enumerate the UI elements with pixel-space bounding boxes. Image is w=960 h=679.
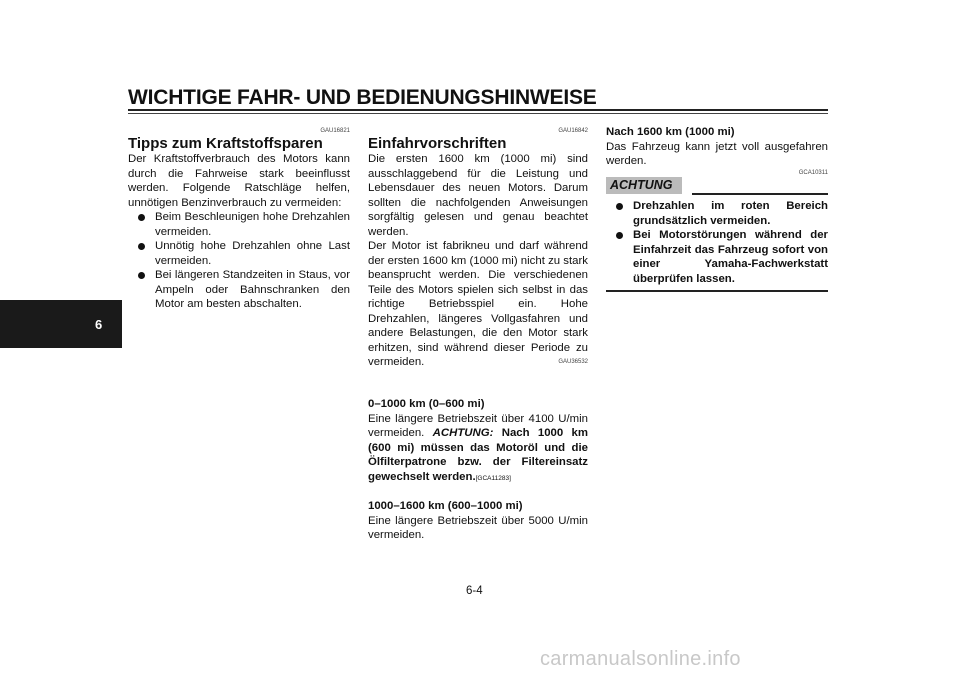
chapter-number: 6 <box>95 317 103 332</box>
list-item: Bei längeren Standzeiten in Staus, vor Ampeln oder Bahnschranken den Motor am besten abschalten. <box>128 268 350 312</box>
ref-code: GAU16821 <box>320 128 350 134</box>
paragraph: Das Fahrzeug kann jetzt voll ausgefahren werden. <box>606 140 828 167</box>
paragraph: Der Motor ist fabrikneu und darf während der ersten 1600 km (1000 mi) nicht zu stark beansprucht werden. Die verschiedenen Teile des Motors spielen sich selbst in das richtige Betriebsspiel ein. Hohe Drehzahlen, längeres Vollgasfahren und andere Belastungen, die den Motor stark erhitzen, sind während dieser Periode zu vermeiden. <box>368 240 588 368</box>
page-number: 6-4 <box>466 585 483 597</box>
bullet-icon <box>616 203 623 210</box>
header-rule-thin <box>128 113 828 114</box>
footer-watermark: carmanualsonline.info <box>540 648 741 670</box>
paragraph: Die ersten 1600 km (1000 mi) sind ausschlaggebend für die Leistung und Lebensdauer des neuen Motors. Darum sollten die nachfolgenden Anweisungen sorgfältig gelesen und genau beachtet werden. <box>368 153 588 238</box>
warning-body <box>606 199 828 286</box>
section-body <box>128 152 350 312</box>
achtung-rule <box>692 193 828 195</box>
paragraph: Eine längere Betriebszeit über 4100 U/min vermeiden. ACHTUNG: Nach 1000 km (600 mi) müssen das Motoröl und die Ölfilterpatrone bzw. der Filtereinsatz gewechselt werden.[GCA11283] <box>368 412 588 483</box>
chapter-tab <box>0 300 122 348</box>
section-body <box>368 397 588 486</box>
subheading: 1000–1600 km (600–1000 mi) <box>368 500 523 512</box>
list-item: Beim Beschleunigen hohe Drehzahlen vermeiden. <box>128 210 350 239</box>
bullet-icon <box>138 272 145 279</box>
intro-text: Der Kraftstoffverbrauch des Motors kann durch die Fahrweise stark beeinflusst werden. Folgende Ratschläge helfen, unnötigen Benzinverbrauch zu vermeiden: <box>128 153 350 209</box>
warning-text: Nach 1000 km (600 mi) müssen das Motoröl und die Ölfilterpatrone bzw. der Filtereinsatz gewechselt werden. <box>368 427 588 483</box>
ref-code: GCA10311 <box>798 170 828 176</box>
ref-code: [GCA11283] <box>475 474 511 482</box>
list-item: Unnötig hohe Drehzahlen ohne Last vermeiden. <box>128 239 350 268</box>
warning-bottom-rule <box>606 290 828 292</box>
tips-list <box>128 210 350 312</box>
warning-label: ACHTUNG: <box>432 427 494 439</box>
section-heading: Einfahrvorschriften <box>368 135 507 152</box>
section-body <box>368 499 588 543</box>
ref-code: GAU16842 <box>558 128 588 134</box>
section-heading: Tipps zum Kraftstoffsparen <box>128 135 323 152</box>
page-title: WICHTIGE FAHR- UND BEDIENUNGSHINWEISE <box>128 86 597 109</box>
achtung-badge: ACHTUNG <box>606 177 682 194</box>
list-item: Bei Motorstörungen während der Einfahrzeit das Fahrzeug sofort von einer Yamaha-Fachwerkstatt überprüfen lassen. <box>606 228 828 286</box>
subheading: 0–1000 km (0–600 mi) <box>368 398 485 410</box>
bullet-icon <box>616 232 623 239</box>
header-rule <box>128 109 828 111</box>
bullet-icon <box>138 243 145 250</box>
paragraph: Eine längere Betriebszeit über 5000 U/min vermeiden. <box>368 514 588 541</box>
subheading: Nach 1600 km (1000 mi) <box>606 126 735 138</box>
section-body <box>606 125 828 169</box>
list-item: Drehzahlen im roten Bereich grundsätzlich vermeiden. <box>606 199 828 228</box>
bullet-icon <box>138 214 145 221</box>
ref-code: GAU36532 <box>558 359 588 365</box>
section-body <box>368 152 588 370</box>
warning-list <box>606 199 828 286</box>
